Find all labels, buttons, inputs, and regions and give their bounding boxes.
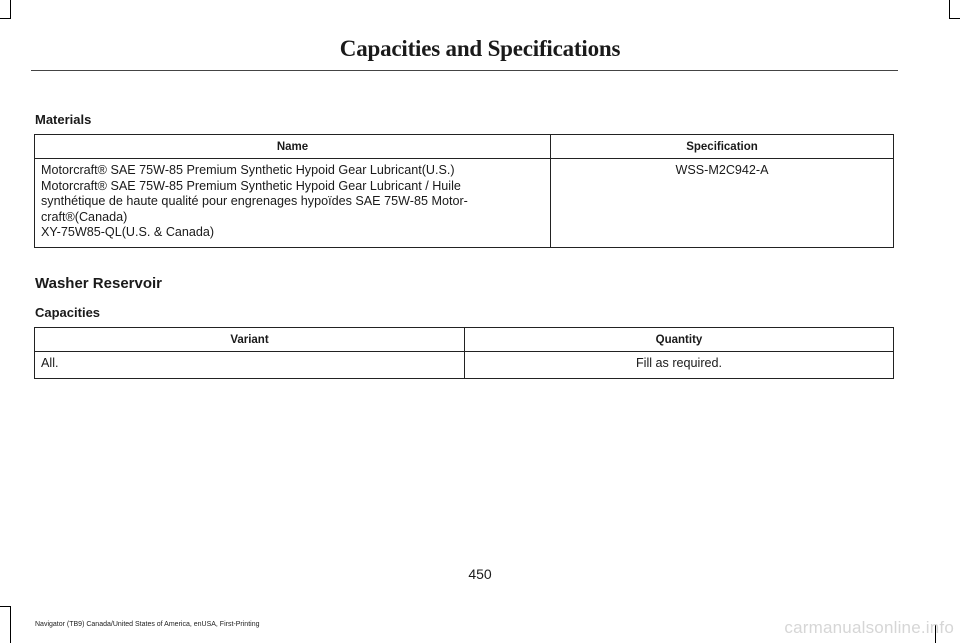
column-header-variant: Variant [35, 328, 465, 352]
variant-cell: All. [35, 352, 465, 379]
crop-mark-bottom-left-v [10, 606, 11, 643]
footer-text: Navigator (TB9) Canada/United States of America, enUSA, First-Printing [35, 621, 260, 628]
column-header-specification: Specification [551, 135, 894, 159]
material-name-line: craft®(Canada) [41, 209, 128, 224]
capacities-heading: Capacities [35, 305, 101, 320]
capacities-header-row [35, 328, 894, 352]
crop-mark-bottom-left-h [0, 606, 11, 607]
material-name-line: XY-75W85-QL(U.S. & Canada) [41, 225, 215, 239]
watermark: carmanualsonline.info [784, 618, 954, 637]
table-row [35, 159, 894, 248]
material-name-cell [35, 159, 551, 248]
material-name-line: Motorcraft® SAE 75W-85 Premium Synthetic Hypoid Gear Lubricant(U.S.) [41, 163, 455, 177]
materials-header-row [35, 135, 894, 159]
column-header-name: Name [35, 135, 551, 159]
page-number: 450 [468, 566, 492, 582]
material-name-line: Motorcraft® SAE 75W-85 Premium Synthetic Hypoid Gear Lubricant / Huile [41, 178, 461, 193]
title-divider [31, 70, 898, 71]
capacities-table [34, 327, 894, 379]
crop-mark-top-left-h [0, 18, 11, 19]
material-specification-cell: WSS-M2C942-A [551, 159, 894, 248]
washer-reservoir-heading: Washer Reservoir [35, 275, 163, 292]
material-name-line: synthétique de haute qualité pour engrenages hypoïdes SAE 75W-85 Motor- [41, 194, 468, 208]
page-title: Capacities and Specifications [339, 36, 621, 61]
crop-mark-top-right-v [949, 0, 950, 18]
materials-table [34, 134, 894, 248]
quantity-cell: Fill as required. [465, 352, 894, 379]
materials-heading: Materials [35, 112, 92, 127]
crop-mark-top-left-v [10, 0, 11, 18]
table-row [35, 352, 894, 379]
column-header-quantity: Quantity [465, 328, 894, 352]
crop-mark-top-right-h [949, 18, 960, 19]
